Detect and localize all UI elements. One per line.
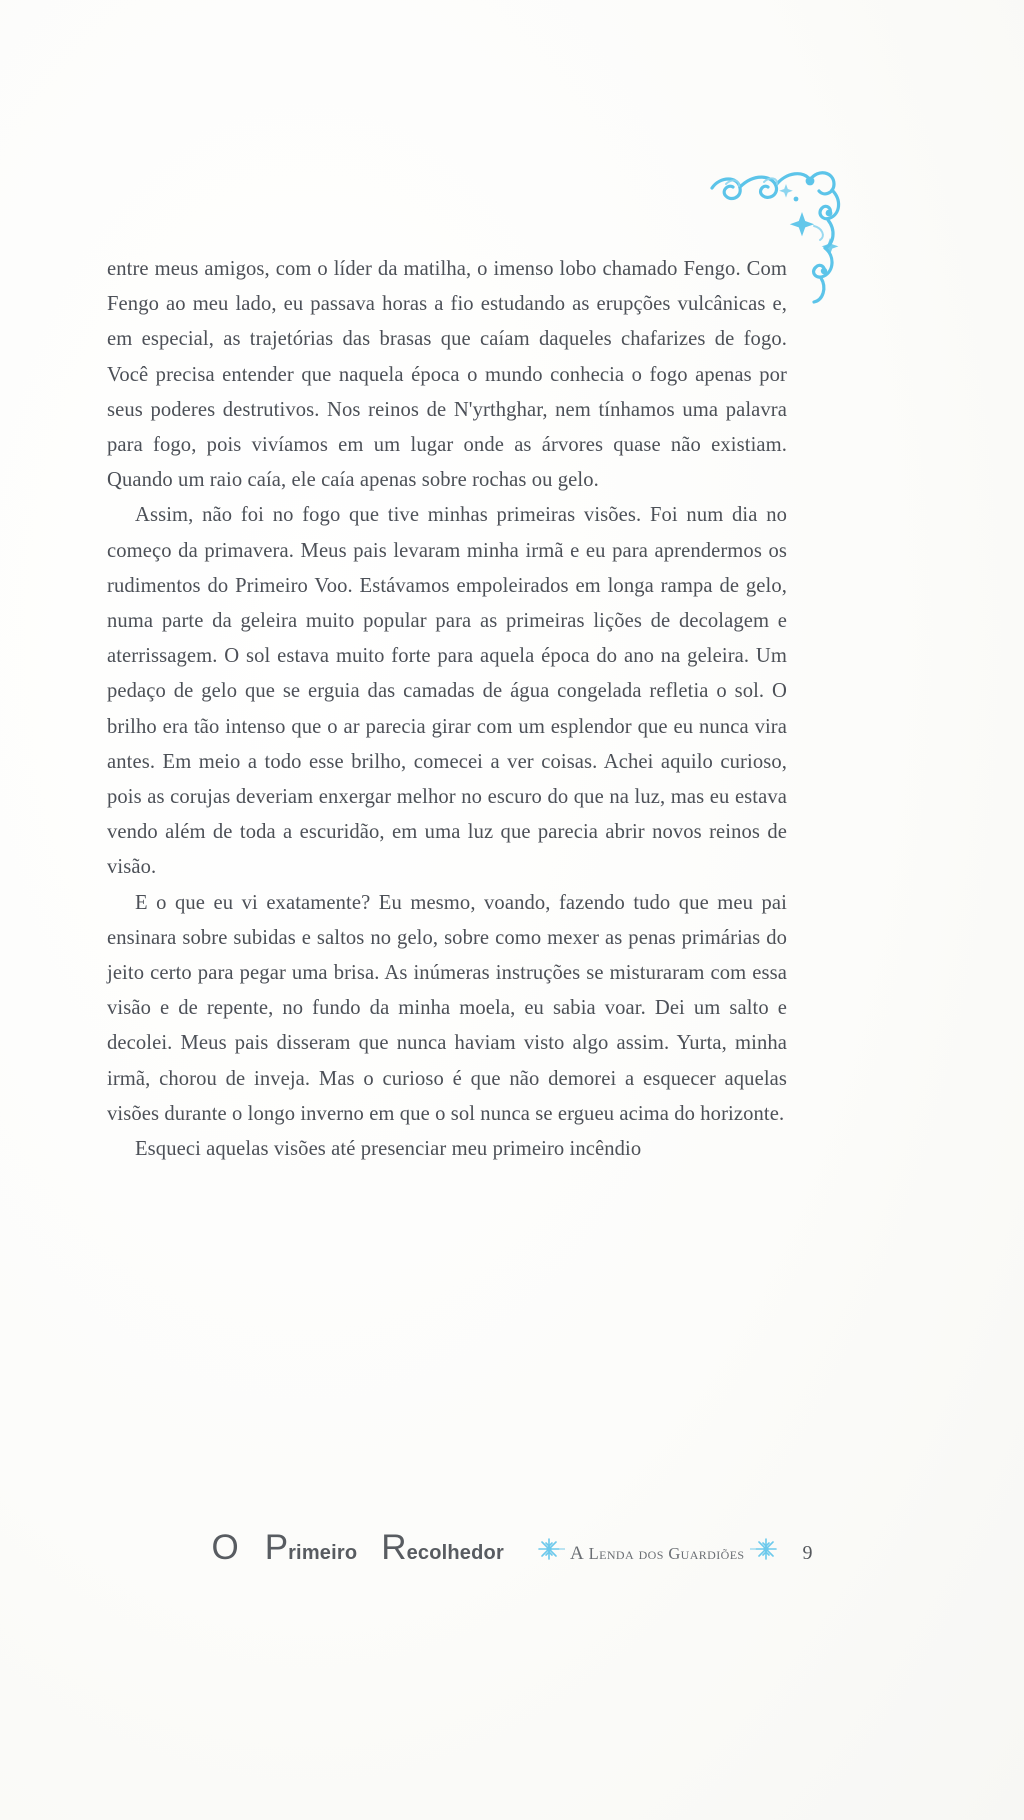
running-title-word-3 xyxy=(381,1528,528,1568)
body-text-column xyxy=(107,252,787,1167)
series-title-word: Guardiões xyxy=(668,1544,745,1563)
running-title-initial: R xyxy=(381,1528,407,1567)
series-title-word: dos xyxy=(638,1544,664,1563)
series-title xyxy=(570,1543,745,1565)
running-title-initial: O xyxy=(211,1528,239,1567)
page-number: 9 xyxy=(802,1542,813,1564)
running-title-text: rimeiro xyxy=(288,1542,358,1564)
series-title-word: Lenda xyxy=(588,1544,635,1563)
paragraph: Esqueci aquelas visões até presenciar meu primeiro incêndio xyxy=(135,1138,642,1161)
running-title-initial: P xyxy=(264,1528,289,1567)
snowflake-icon xyxy=(749,1536,783,1562)
paragraph: E o que eu vi exatamente? Eu mesmo, voando, fazendo tudo que meu pai ensinara sobre subidas e saltos no gelo, sobre como mexer as penas primárias do jeito certo para pegar uma brisa. As inúmeras instruções se misturaram com essa visão e de repente, no fundo da minha moela, eu sabia voar. Dei um salto e decolei. Meus pais disseram que nunca haviam visto algo assim. Yurta, minha irmã, chorou de inveja. Mas o curioso é que não demorei a esquecer aquelas visões durante o longo inverno em que o sol nunca se ergueu acima do horizonte. xyxy=(107,891,787,1125)
running-title-word-1 xyxy=(211,1528,238,1568)
paragraph: Assim, não foi no fogo que tive minhas primeiras visões. Foi num dia no começo da primavera. Meus pais levaram minha irmã e eu para aprendermos os rudimentos do Primeiro Voo. Estávamos empoleirados em longa rampa de gelo, numa parte da geleira muito popular para as primeiras lições de decolagem e aterrissagem. O sol estava muito forte para aquela época do ano na geleira. Um pedaço de gelo que se erguia das camadas de água congelada refletia o sol. O brilho era tão intenso que o ar parecia girar com um esplendor que eu nunca vira antes. Em meio a todo esse brilho, comecei a ver coisas. Achei aquilo curioso, pois as corujas deveriam enxergar melhor no escuro do que na luz, mas eu estava vendo além de toda a escuridão, em uma luz que parecia abrir novos reinos de visão. xyxy=(107,504,787,879)
running-title-text: ecolhedor xyxy=(406,1542,504,1564)
paragraph: entre meus amigos, com o líder da matilha, o imenso lobo chamado Fengo. Com Fengo ao meu lado, eu passava horas a fio estudando as erupções vulcânicas e, em especial, as trajetórias das brasas que caíam daqueles chafarizes de fogo. Você precisa entender que naquela época o mundo conhecia o fogo apenas por seus poderes destrutivos. Nos reinos de N'yrthghar, nem tínhamos uma palavra para fogo, pois vivíamos em um lugar onde as árvores quase não existiam. Quando um raio caía, ele caía apenas sobre rochas ou gelo. xyxy=(107,258,787,492)
running-title xyxy=(211,1528,527,1568)
snowflake-icon xyxy=(532,1536,566,1562)
running-title-word-2 xyxy=(265,1528,382,1568)
series-title-article: A xyxy=(569,1543,585,1564)
page-footer xyxy=(0,1528,1024,1568)
